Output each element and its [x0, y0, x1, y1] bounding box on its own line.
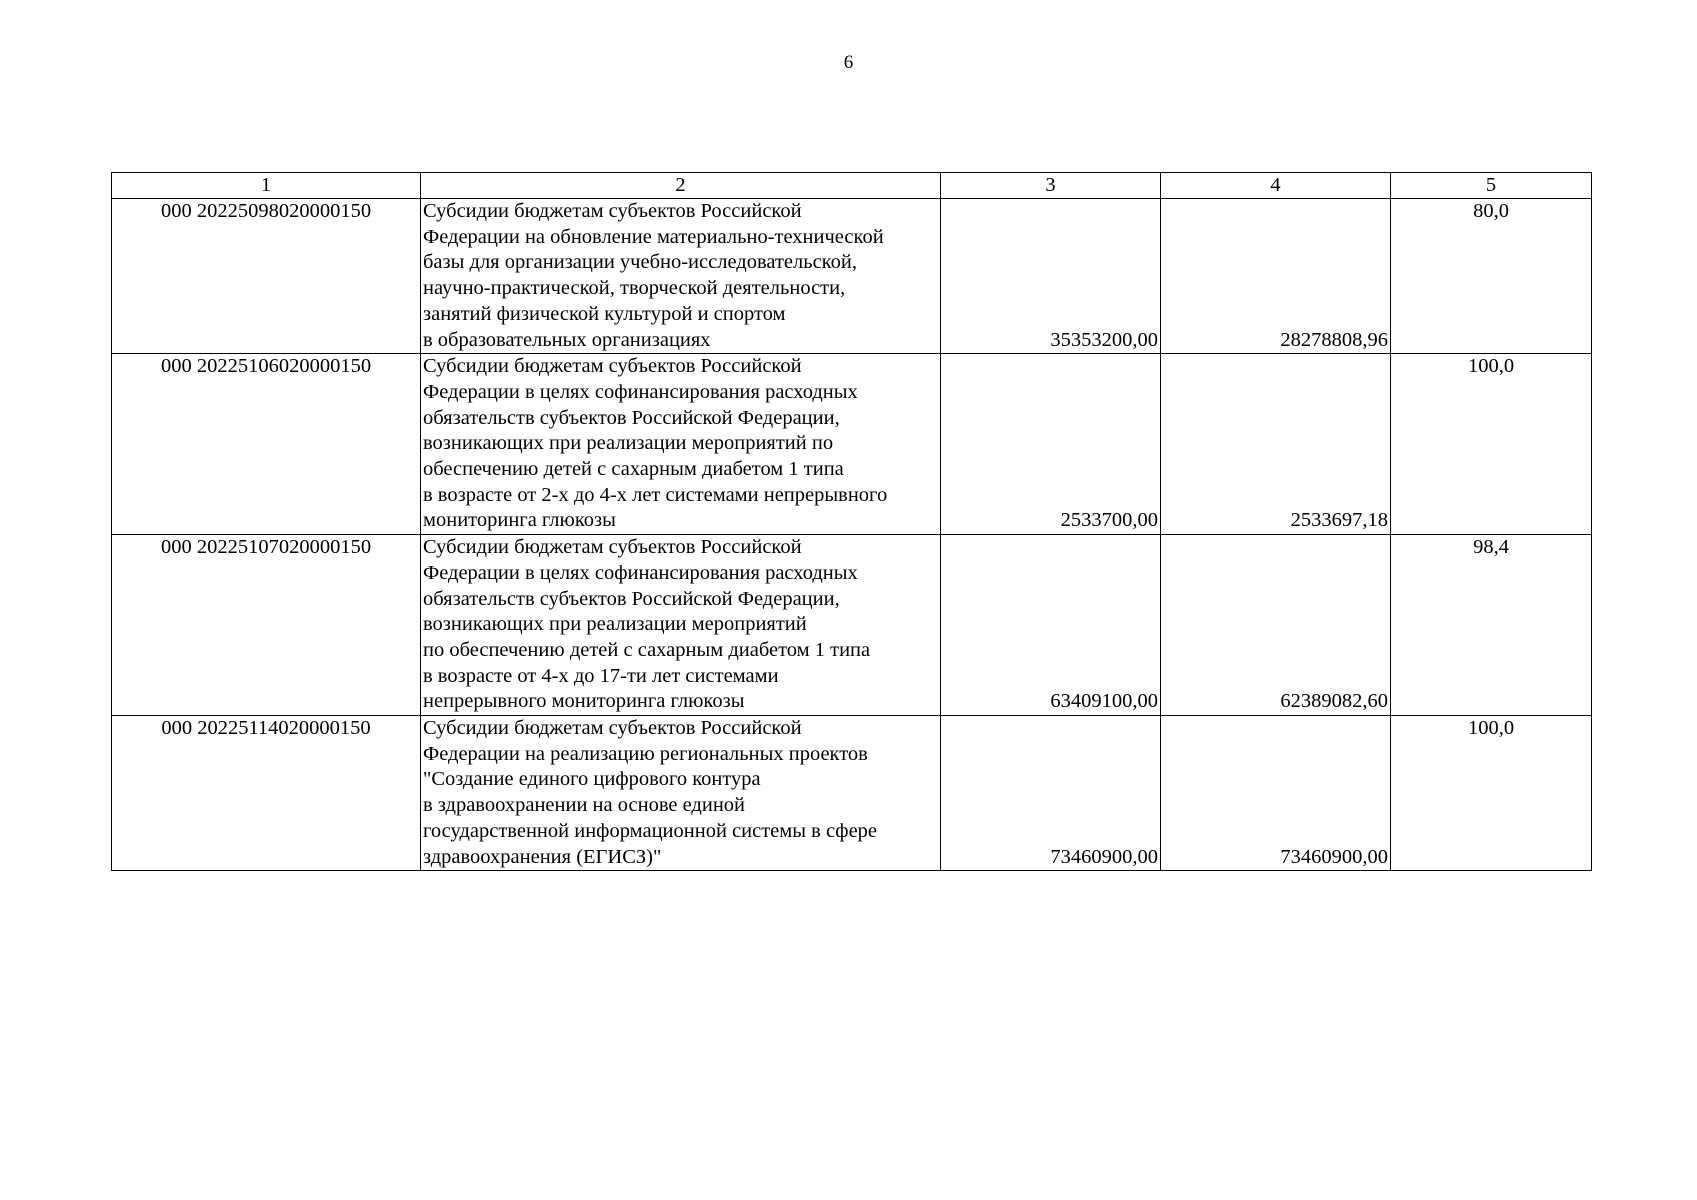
- column-3-value: 2533700,00: [941, 354, 1161, 535]
- description-line: Федерации на реализацию региональных проектов: [423, 742, 868, 765]
- column-3-value: 35353200,00: [941, 199, 1161, 354]
- description-line: в возрасте от 4-х до 17-ти лет системами: [423, 664, 779, 687]
- table-row: [112, 535, 1592, 716]
- description-line: Федерации на обновление материально-технической: [423, 225, 884, 248]
- column-header: 5: [1391, 173, 1592, 199]
- description-line: Федерации в целях софинансирования расходных: [423, 380, 858, 403]
- table-header-row: [112, 173, 1592, 199]
- column-5-value: 98,4: [1391, 535, 1592, 716]
- description-line: непрерывного мониторинга глюкозы: [423, 690, 745, 713]
- description-line: мониторинга глюкозы: [423, 509, 616, 532]
- description-line: в образовательных организациях: [423, 328, 711, 351]
- description-line: в возрасте от 2-х до 4-х лет системами непрерывного: [423, 483, 888, 506]
- table-row: [112, 199, 1592, 354]
- description-cell: [421, 535, 941, 716]
- description-line: государственной информационной системы в сфере: [423, 819, 878, 842]
- column-header: 3: [941, 173, 1161, 199]
- description-line: базы для организации учебно-исследовательской,: [423, 251, 857, 274]
- description-line: Субсидии бюджетам субъектов Российской: [423, 717, 802, 740]
- budget-table: [111, 172, 1592, 871]
- page-number: 6: [843, 52, 854, 73]
- budget-code-cell: 000 20225114020000150: [112, 716, 421, 871]
- description-line: Федерации в целях софинансирования расходных: [423, 561, 858, 584]
- description-line: занятий физической культурой и спортом: [423, 302, 786, 325]
- description-line: в здравоохранении на основе единой: [423, 794, 746, 817]
- description-cell: [421, 354, 941, 535]
- description-line: обязательств субъектов Российской Федерации,: [423, 587, 840, 610]
- column-5-value: 100,0: [1391, 354, 1592, 535]
- column-4-value: 62389082,60: [1161, 535, 1391, 716]
- description-line: здравоохранения (ЕГИСЗ)": [423, 845, 662, 868]
- description-line: научно-практической, творческой деятельности,: [423, 277, 846, 300]
- description-line: обязательств субъектов Российской Федерации,: [423, 406, 840, 429]
- column-5-value: 80,0: [1391, 199, 1592, 354]
- budget-code-cell: 000 20225107020000150: [112, 535, 421, 716]
- description-line: возникающих при реализации мероприятий по: [423, 432, 834, 455]
- description-cell: [421, 716, 941, 871]
- description-line: "Создание единого цифрового контура: [423, 768, 761, 791]
- column-3-value: 63409100,00: [941, 535, 1161, 716]
- column-header: 1: [112, 173, 421, 199]
- column-header: 2: [421, 173, 941, 199]
- description-line: возникающих при реализации мероприятий: [423, 613, 807, 636]
- description-line: Субсидии бюджетам субъектов Российской: [423, 536, 802, 559]
- budget-code-cell: 000 20225106020000150: [112, 354, 421, 535]
- table-row: [112, 716, 1592, 871]
- description-line: обеспечению детей с сахарным диабетом 1 типа: [423, 458, 844, 481]
- column-3-value: 73460900,00: [941, 716, 1161, 871]
- column-4-value: 2533697,18: [1161, 354, 1391, 535]
- column-header: 4: [1161, 173, 1391, 199]
- column-4-value: 28278808,96: [1161, 199, 1391, 354]
- description-line: Субсидии бюджетам субъектов Российской: [423, 200, 802, 222]
- column-5-value: 100,0: [1391, 716, 1592, 871]
- budget-code-cell: 000 20225098020000150: [112, 199, 421, 354]
- table-row: [112, 354, 1592, 535]
- column-4-value: 73460900,00: [1161, 716, 1391, 871]
- description-cell: [421, 199, 941, 354]
- description-line: по обеспечению детей с сахарным диабетом 1 типа: [423, 638, 871, 661]
- description-line: Субсидии бюджетам субъектов Российской: [423, 355, 802, 378]
